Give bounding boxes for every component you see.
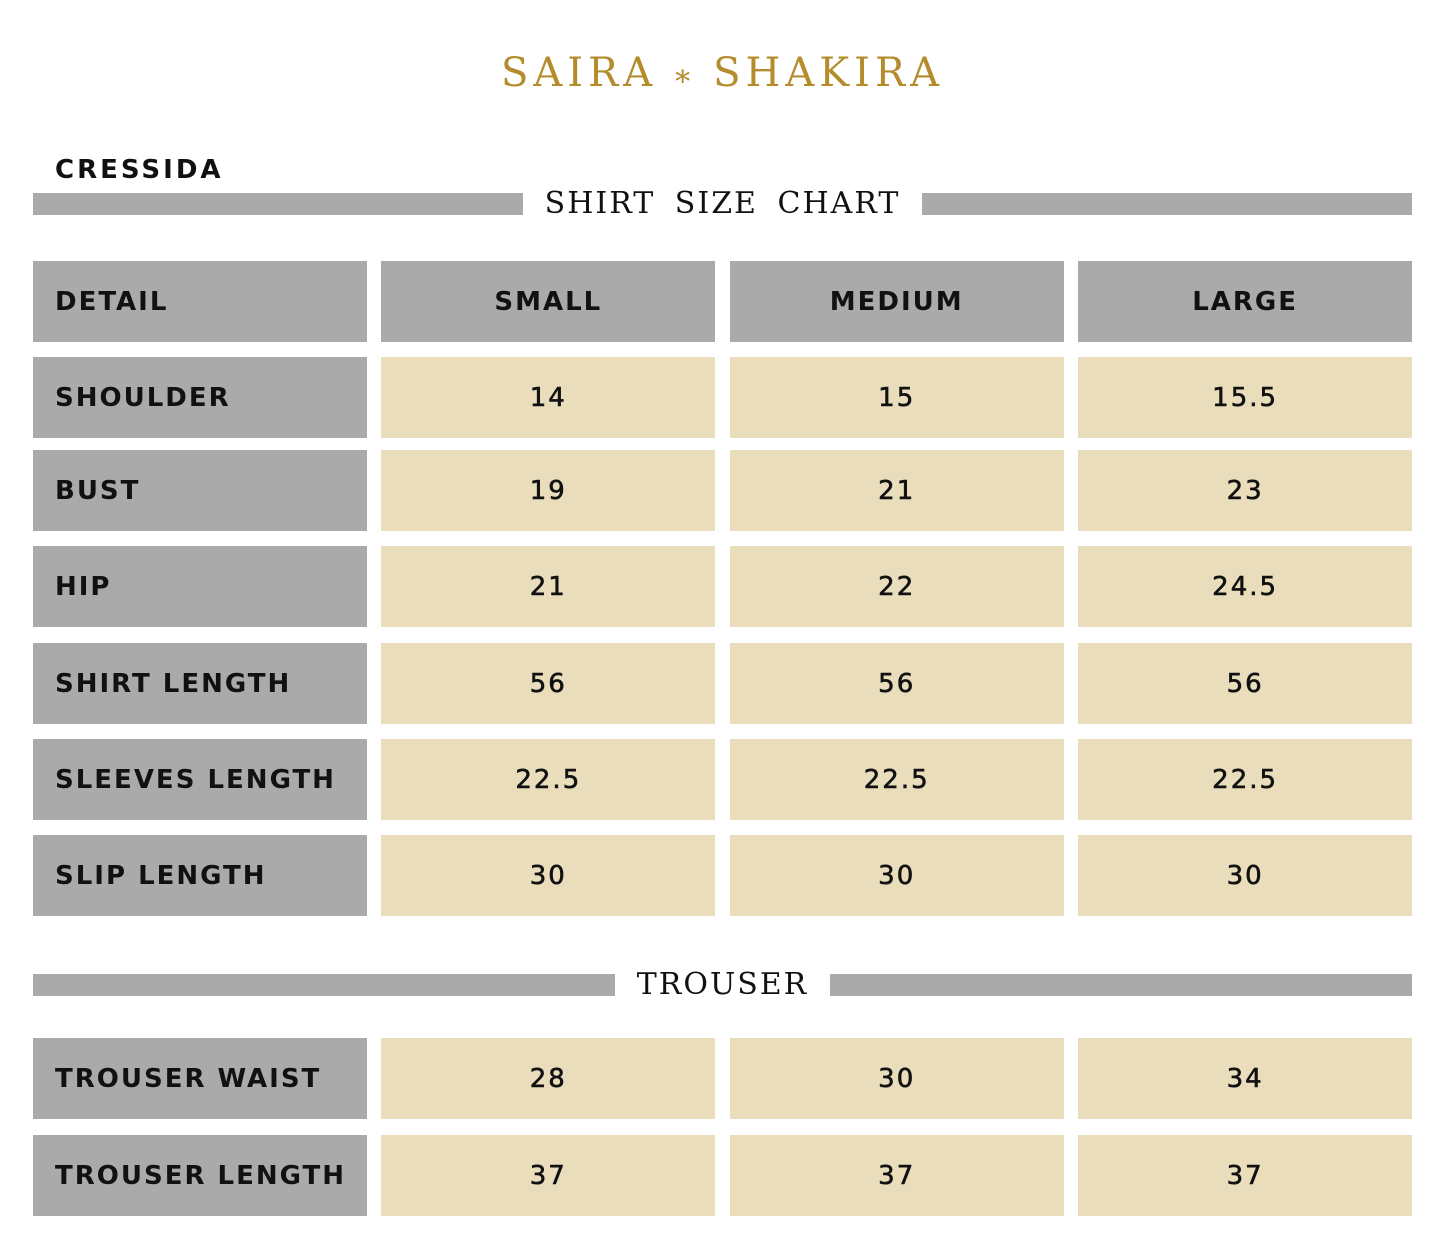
brand-logo [0, 48, 1445, 98]
brand-name-left: SAIRA [501, 50, 658, 96]
value-small: 37 [381, 1135, 715, 1216]
row-label: HIP [33, 546, 367, 627]
value-large: 56 [1078, 643, 1412, 724]
value-small: 22.5 [381, 739, 715, 820]
value-large: 15.5 [1078, 357, 1412, 438]
shirt-section-title: SHIRT SIZE CHART [544, 186, 901, 221]
column-header-detail: DETAIL [33, 261, 367, 342]
row-label: SHOULDER [33, 357, 367, 438]
value-medium: 22.5 [730, 739, 1064, 820]
brand-name-right: SHAKIRA [713, 50, 944, 96]
value-large: 23 [1078, 450, 1412, 531]
table-row [33, 835, 1412, 916]
value-small: 56 [381, 643, 715, 724]
column-header-small: SMALL [381, 261, 715, 342]
table-row [33, 643, 1412, 724]
value-medium: 30 [730, 1038, 1064, 1119]
value-large: 37 [1078, 1135, 1412, 1216]
divider-bar-left [33, 193, 523, 215]
divider-bar-right [922, 193, 1412, 215]
value-small: 30 [381, 835, 715, 916]
column-header-large: LARGE [1078, 261, 1412, 342]
value-small: 14 [381, 357, 715, 438]
shirt-section-divider [33, 184, 1412, 224]
value-medium: 21 [730, 450, 1064, 531]
row-label: SLEEVES LENGTH [33, 739, 367, 820]
size-table-header [33, 261, 1412, 342]
row-label: TROUSER WAIST [33, 1038, 367, 1119]
value-medium: 30 [730, 835, 1064, 916]
table-row [33, 450, 1412, 531]
row-label: SHIRT LENGTH [33, 643, 367, 724]
row-label: BUST [33, 450, 367, 531]
value-small: 21 [381, 546, 715, 627]
row-label: SLIP LENGTH [33, 835, 367, 916]
table-row [33, 1135, 1412, 1216]
row-label: TROUSER LENGTH [33, 1135, 367, 1216]
trouser-section-title: TROUSER [636, 967, 809, 1002]
product-name: CRESSIDA [55, 155, 224, 185]
value-medium: 37 [730, 1135, 1064, 1216]
value-medium: 56 [730, 643, 1064, 724]
table-row [33, 546, 1412, 627]
value-small: 28 [381, 1038, 715, 1119]
trouser-section-divider [33, 965, 1412, 1005]
divider-bar-left [33, 974, 615, 996]
value-large: 30 [1078, 835, 1412, 916]
table-row [33, 1038, 1412, 1119]
value-large: 22.5 [1078, 739, 1412, 820]
value-medium: 15 [730, 357, 1064, 438]
divider-bar-right [830, 974, 1412, 996]
asterisk-icon: ⁎ [675, 55, 696, 90]
value-large: 24.5 [1078, 546, 1412, 627]
table-row [33, 357, 1412, 438]
column-header-medium: MEDIUM [730, 261, 1064, 342]
value-medium: 22 [730, 546, 1064, 627]
value-small: 19 [381, 450, 715, 531]
table-row [33, 739, 1412, 820]
value-large: 34 [1078, 1038, 1412, 1119]
